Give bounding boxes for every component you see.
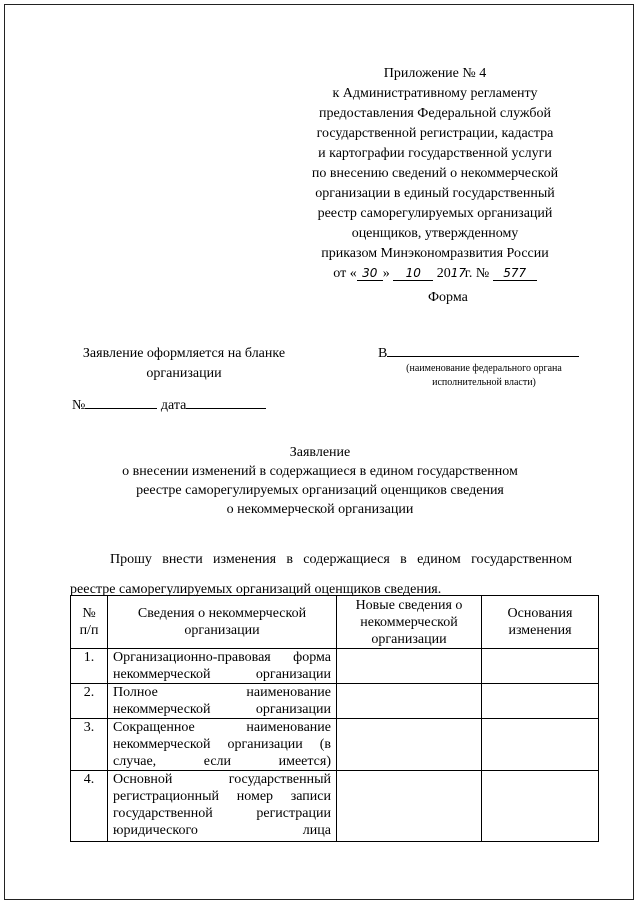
reason-cell[interactable] xyxy=(482,719,599,771)
heading-title: Заявление xyxy=(289,445,351,460)
recipient-note-line1: (наименование федерального органа xyxy=(406,363,562,374)
new-info-cell[interactable] xyxy=(337,719,482,771)
heading-line: о внесении изменений в содержащиеся в едином государственном xyxy=(122,464,518,479)
table-row xyxy=(71,684,599,719)
appendix-block xyxy=(300,64,570,284)
appendix-line: предоставления Федеральной службой xyxy=(319,106,551,121)
recipient-field[interactable] xyxy=(387,342,579,357)
heading-line: реестре саморегулируемых организаций оценщиков сведения xyxy=(136,483,504,498)
appendix-line: Приложение № 4 xyxy=(383,66,487,81)
row-text: Основной государственный регистрационный номер записи государственной регистрации юридического лица xyxy=(108,771,337,842)
header-new-info: Новые сведения о некоммерческой организации xyxy=(337,596,482,649)
request-text: Прошу внести изменения в содержащиеся в едином государственном реестре саморегулируемых организаций оценщиков сведения. xyxy=(70,552,572,597)
recipient-prefix: В xyxy=(378,346,388,361)
header-info: Сведения о некоммерческой организации xyxy=(108,596,337,649)
recipient-note xyxy=(384,362,584,390)
table-header-row xyxy=(71,596,599,649)
heading-line: о некоммерческой организации xyxy=(226,502,414,517)
appendix-line: и картографии государственной услуги xyxy=(318,146,552,161)
row-number: 4. xyxy=(71,771,108,842)
order-date-line xyxy=(300,264,570,284)
row-number: 1. xyxy=(71,649,108,684)
row-text: Полное наименование некоммерческой организации xyxy=(108,684,337,719)
header-reason: Основания изменения xyxy=(482,596,599,649)
table-row xyxy=(71,719,599,771)
handwritten-day: 30 xyxy=(357,266,383,281)
number-field[interactable] xyxy=(85,394,157,409)
number-date-line xyxy=(72,394,266,414)
table-row xyxy=(71,649,599,684)
recipient-line xyxy=(378,342,579,362)
number-label: № xyxy=(72,398,86,413)
document-heading xyxy=(70,443,570,519)
reason-cell[interactable] xyxy=(482,649,599,684)
header-number: № п/п xyxy=(71,596,108,649)
blank-note-line2: организации xyxy=(146,366,222,381)
new-info-cell[interactable] xyxy=(337,684,482,719)
form-label: Форма xyxy=(428,290,468,305)
appendix-line: реестр саморегулируемых организаций xyxy=(317,206,553,221)
appendix-line: к Административному регламенту xyxy=(332,86,538,101)
table-row xyxy=(71,771,599,842)
new-info-cell[interactable] xyxy=(337,771,482,842)
reason-cell[interactable] xyxy=(482,684,599,719)
year-label: г. № xyxy=(464,266,490,281)
blank-note xyxy=(70,344,298,384)
row-text: Сокращенное наименование некоммерческой организации (в случае, если имеется) xyxy=(108,719,337,771)
row-number: 3. xyxy=(71,719,108,771)
changes-table xyxy=(70,595,599,842)
date-label: дата xyxy=(160,398,187,413)
handwritten-year: 17 xyxy=(450,266,466,280)
recipient-note-line2: исполнительной власти) xyxy=(432,377,536,388)
year-prefix: 20 xyxy=(436,266,451,281)
date-prefix: от « xyxy=(333,266,357,281)
date-mid: » xyxy=(382,266,390,281)
handwritten-order-number: 577 xyxy=(493,266,537,281)
date-field[interactable] xyxy=(186,394,266,409)
appendix-line: по внесению сведений о некоммерческой xyxy=(311,166,559,181)
blank-note-line1: Заявление оформляется на бланке xyxy=(82,346,286,361)
handwritten-month: 10 xyxy=(393,266,433,281)
new-info-cell[interactable] xyxy=(337,649,482,684)
reason-cell[interactable] xyxy=(482,771,599,842)
appendix-line: оценщиков, утвержденному xyxy=(351,226,519,241)
appendix-line: организации в единый государственный xyxy=(315,186,555,201)
row-text: Организационно-правовая форма некоммерческой организации xyxy=(108,649,337,684)
appendix-line: приказом Минэкономразвития России xyxy=(321,246,549,261)
appendix-line: государственной регистрации, кадастра xyxy=(316,126,554,141)
row-number: 2. xyxy=(71,684,108,719)
